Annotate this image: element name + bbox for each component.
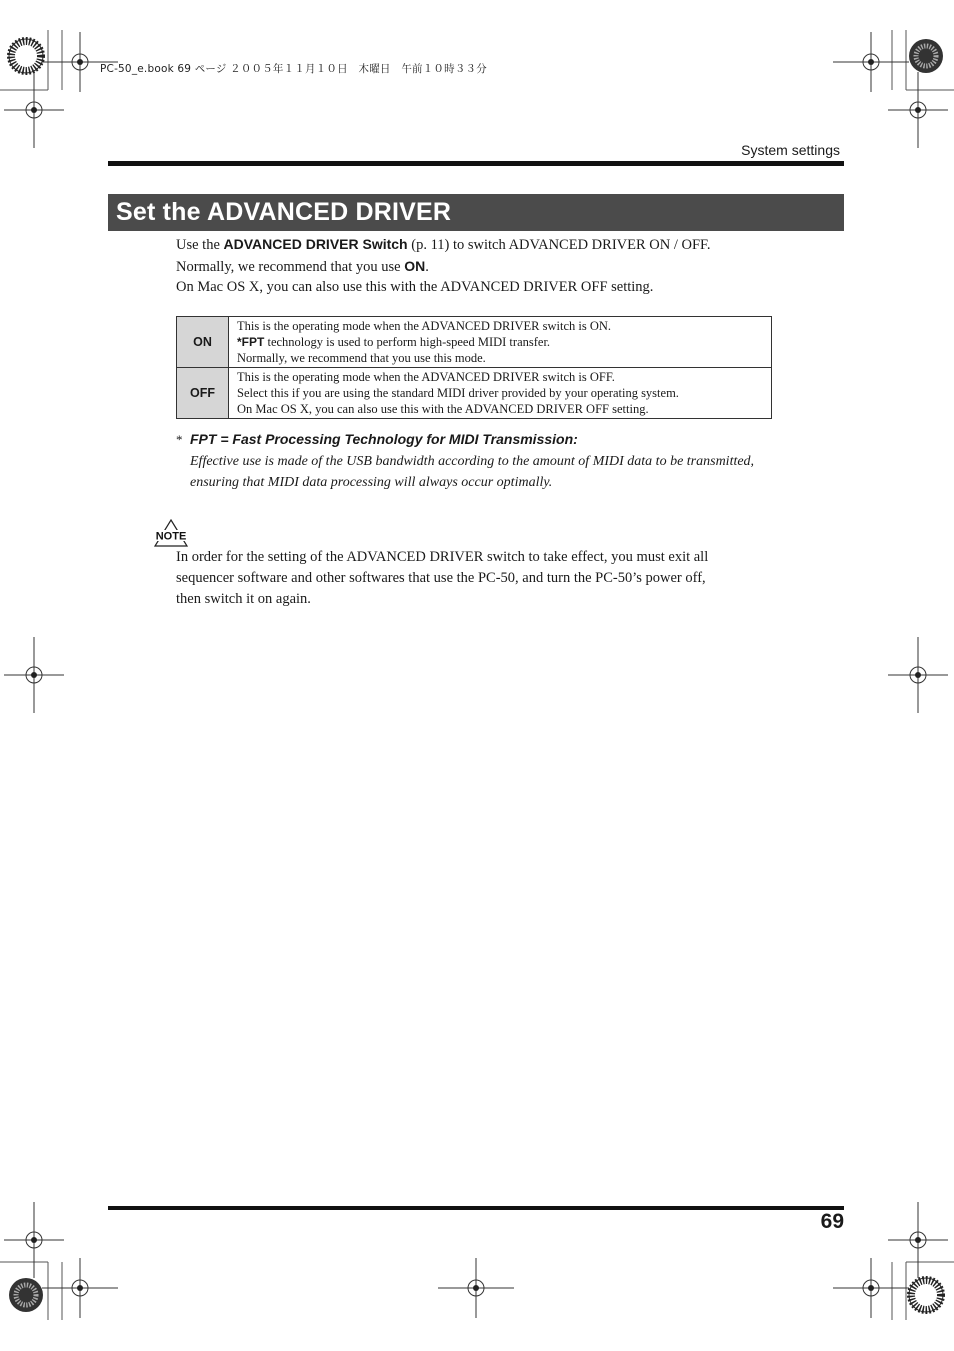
mode-table: [176, 316, 772, 419]
mode-description: This is the operating mode when the ADVANCED DRIVER switch is ON. *FPT technology is used to perform high-speed MIDI transfer. Normally, we recommend that you use this mode.: [229, 317, 772, 368]
mode-key-off: OFF: [177, 368, 229, 419]
svg-text:NOTE: NOTE: [155, 530, 187, 543]
footnote-marker: *: [176, 432, 183, 447]
header-rule: [108, 161, 844, 166]
note-text: In order for the setting of the ADVANCED DRIVER switch to take effect, you must exit all sequencer software and other softwares that use the PC-50, and turn the PC-50’s power off, then switch it on again.: [176, 549, 709, 607]
mode-key-on: ON: [177, 317, 229, 368]
table-row: [177, 368, 772, 419]
intro-line-2: Normally, we recommend that you use ON.: [176, 257, 429, 275]
print-header: PC-50_e.book 69 ページ ２００５年１１月１０日 木曜日 午前１０時３３分: [100, 63, 487, 75]
intro-paragraph: [176, 234, 816, 298]
footer-rule: [108, 1206, 844, 1210]
advanced-driver-switch-ref: ADVANCED DRIVER Switch: [223, 236, 408, 252]
running-head: System settings: [741, 142, 840, 158]
footnote-heading: FPT = Fast Processing Technology for MIDI Transmission:: [190, 431, 578, 447]
table-row: [177, 317, 772, 368]
note-icon: [152, 519, 192, 547]
mode-description: This is the operating mode when the ADVANCED DRIVER switch is OFF. Select this if you are using the standard MIDI driver provided by your operating system. On Mac OS X, you can also use this with the ADVANCED DRIVER OFF setting.: [229, 368, 772, 419]
intro-line-1: Use the ADVANCED DRIVER Switch (p. 11) to switch ADVANCED DRIVER ON / OFF.: [176, 236, 711, 253]
footnote-body: Effective use is made of the USB bandwidth according to the amount of MIDI data to be transmitted, ensuring that MIDI data processing will always occur optimally.: [190, 454, 755, 490]
intro-line-3: On Mac OS X, you can also use this with the ADVANCED DRIVER OFF setting.: [176, 279, 654, 296]
page-number: 69: [820, 1210, 844, 1233]
on-ref: ON: [404, 257, 426, 274]
section-title: Set the ADVANCED DRIVER: [116, 198, 452, 226]
